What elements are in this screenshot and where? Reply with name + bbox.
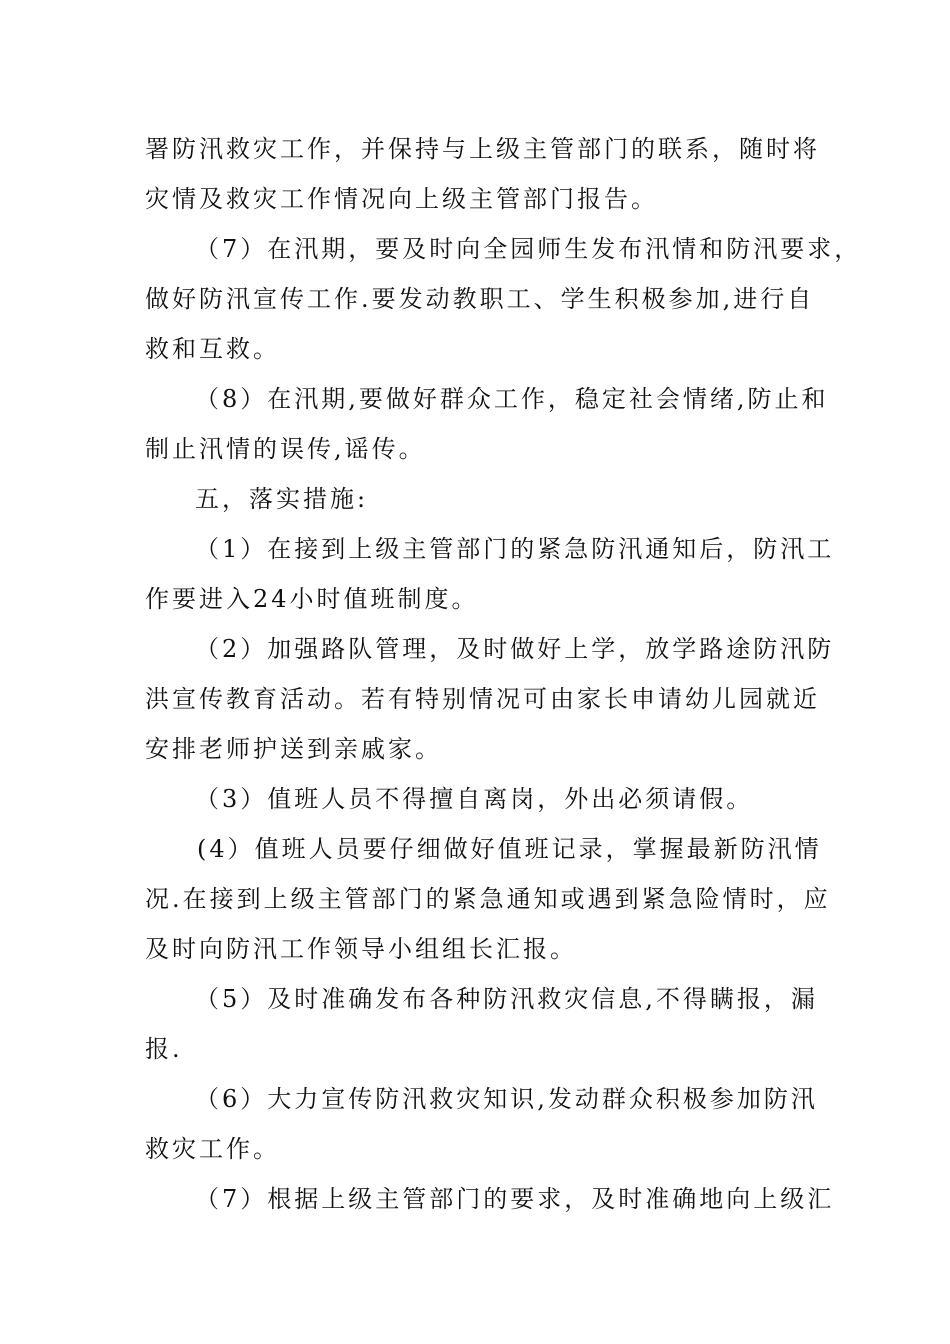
text-line: 做好防汛宣传工作.要发动教职工、学生积极参加,进行自 bbox=[145, 285, 815, 313]
text-line: (4）值班人员要仔细做好值班记录，掌握最新防汛情 bbox=[197, 835, 822, 863]
text-line: 救灾工作。 bbox=[145, 1135, 280, 1163]
text-line: （7）根据上级主管部门的要求，及时准确地向上级汇 bbox=[195, 1185, 835, 1213]
text-line: 署防汛救灾工作，并保持与上级主管部门的联系，随时将 bbox=[145, 135, 820, 163]
section-heading: 五，落实措施: bbox=[195, 485, 369, 513]
text-line: 制止汛情的误传,谣传。 bbox=[145, 435, 426, 463]
text-line: 况.在接到上级主管部门的紧急通知或遇到紧急险情时，应 bbox=[145, 885, 831, 913]
text-line: 安排老师护送到亲戚家。 bbox=[145, 735, 442, 763]
text-line: 救和互救。 bbox=[145, 335, 280, 363]
text-line: 作要进入24小时值班制度。 bbox=[145, 585, 479, 613]
text-line: （7）在汛期，要及时向全园师生发布汛情和防汛要求， bbox=[195, 235, 862, 263]
text-line: （2）加强路队管理，及时做好上学，放学路途防汛防 bbox=[195, 635, 835, 663]
text-line: （5）及时准确发布各种防汛救灾信息,不得瞒报，漏 bbox=[195, 985, 818, 1013]
text-line: 洪宣传教育活动。若有特别情况可由家长申请幼儿园就近 bbox=[145, 685, 820, 713]
text-line: 及时向防汛工作领导小组组长汇报。 bbox=[145, 935, 577, 963]
text-line: （1）在接到上级主管部门的紧急防汛通知后，防汛工 bbox=[195, 535, 835, 563]
text-line: （6）大力宣传防汛救灾知识,发动群众积极参加防汛 bbox=[195, 1085, 818, 1113]
text-line: （8）在汛期,要做好群众工作，稳定社会情绪,防止和 bbox=[195, 385, 829, 413]
text-line: 报. bbox=[145, 1035, 183, 1063]
text-line: 灾情及救灾工作情况向上级主管部门报告。 bbox=[145, 185, 658, 213]
text-line: （3）值班人员不得擅自离岗，外出必须请假。 bbox=[195, 785, 754, 813]
